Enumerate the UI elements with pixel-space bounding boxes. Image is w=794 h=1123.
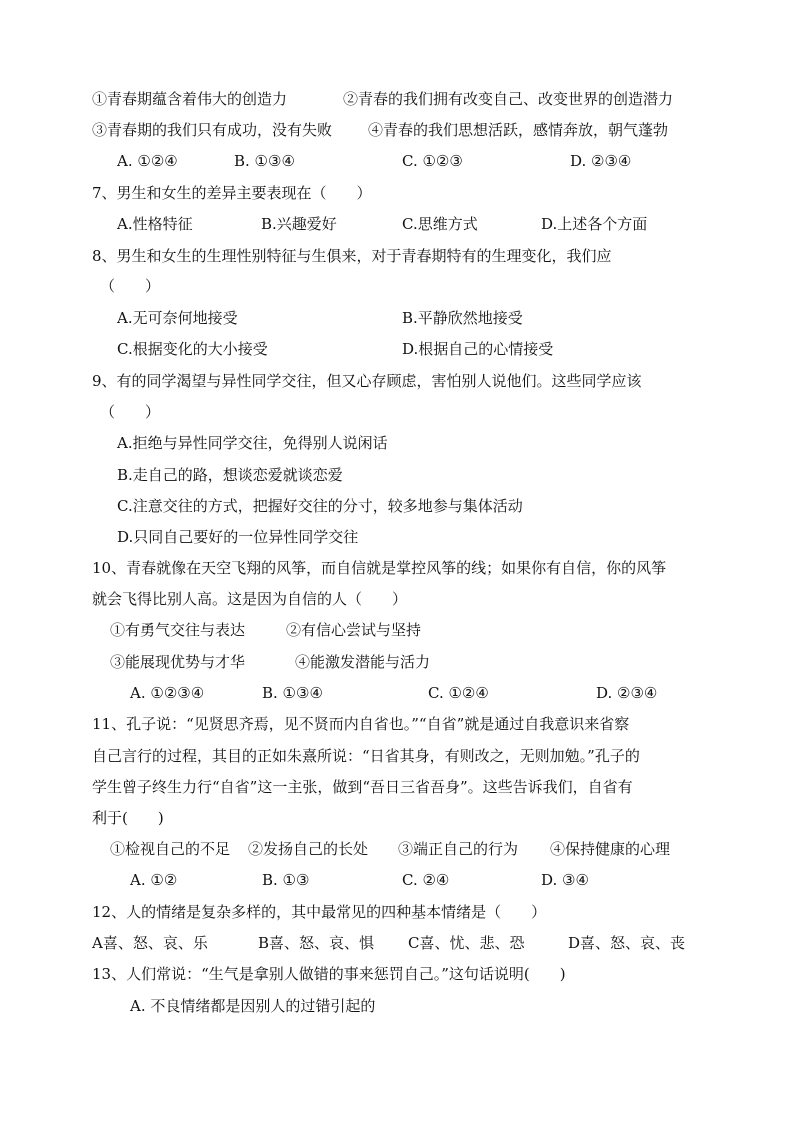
text-line <box>0 432 794 454</box>
text-segment: C. ②④ <box>402 871 450 889</box>
text-segment: D.根据自己的心情接受 <box>402 340 554 358</box>
text-line <box>0 495 794 517</box>
text-line <box>0 213 794 235</box>
text-segment: （ ） <box>100 277 161 295</box>
text-segment: D. ③④ <box>541 871 589 889</box>
text-segment: C. ①②③ <box>402 152 463 170</box>
text-segment: ②发扬自己的长处 <box>248 840 369 858</box>
text-segment: 7、男生和女生的差异主要表现在（ ） <box>92 184 372 202</box>
text-segment: A喜、怒、哀、乐 <box>92 934 208 952</box>
text-line <box>0 838 794 860</box>
text-segment: B.兴趣爱好 <box>261 215 337 233</box>
text-segment: B. ①③④ <box>234 152 295 170</box>
text-line <box>0 776 794 798</box>
text-segment: C喜、忧、悲、恐 <box>408 934 525 952</box>
text-segment: A.拒绝与异性同学交往，免得别人说闲话 <box>117 434 388 452</box>
text-segment: 8、男生和女生的生理性别特征与生俱来，对于青春期特有的生理变化，我们应 <box>92 247 612 265</box>
text-segment: 13、人们常说：“生气是拿别人做错的事来惩罚自己。”这句话说明( ) <box>92 965 566 983</box>
text-segment: B喜、怒、哀、惧 <box>258 934 375 952</box>
text-line <box>0 995 794 1017</box>
text-line <box>0 682 794 704</box>
text-segment: C. ①②④ <box>428 684 489 702</box>
text-line <box>0 119 794 141</box>
text-segment: A.无可奈何地接受 <box>117 309 238 327</box>
text-segment: B. ①③ <box>262 871 310 889</box>
text-segment: ①有勇气交往与表达 <box>110 621 246 639</box>
text-line <box>0 245 794 267</box>
text-segment: 12、人的情绪是复杂多样的，其中最常见的四种基本情绪是（ ） <box>92 903 547 921</box>
text-line <box>0 619 794 641</box>
text-line <box>0 713 794 735</box>
text-line <box>0 807 794 829</box>
text-segment: 学生曾子终生力行“自省”这一主张，做到“吾日三省吾身”。这些告诉我们，自省有 <box>92 778 633 796</box>
text-segment: 利于( ) <box>92 809 164 827</box>
text-segment: ④能激发潜能与活力 <box>295 653 431 671</box>
text-line <box>0 338 794 360</box>
text-segment: A. ①②③④ <box>130 684 205 702</box>
text-segment: D.只同自己要好的一位异性同学交往 <box>117 528 359 546</box>
text-line <box>0 932 794 954</box>
text-segment: D. ②③④ <box>596 684 658 702</box>
text-line <box>0 526 794 548</box>
text-segment: ③能展现优势与才华 <box>110 653 246 671</box>
text-segment: 9、有的同学渴望与异性同学交往，但又心存顾虑，害怕别人说他们。这些同学应该 <box>92 372 642 390</box>
text-segment: C.注意交往的方式，把握好交往的分寸，较多地参与集体活动 <box>117 497 523 515</box>
text-line <box>0 464 794 486</box>
text-segment: A. ①② <box>130 871 178 889</box>
text-line <box>0 588 794 610</box>
text-line <box>0 150 794 172</box>
text-segment: 自己言行的过程，其目的正如朱熹所说：“日省其身，有则改之，无则加勉。”孔子的 <box>92 747 640 765</box>
text-segment: D.上述各个方面 <box>541 215 648 233</box>
text-line <box>0 370 794 392</box>
text-segment: C.思维方式 <box>402 215 478 233</box>
text-segment: B. ①③④ <box>262 684 323 702</box>
text-line <box>0 182 794 204</box>
text-line <box>0 275 794 297</box>
text-segment: ①青春期蕴含着伟大的创造力 <box>92 90 288 108</box>
text-line <box>0 307 794 329</box>
text-segment: ②有信心尝试与坚持 <box>286 621 422 639</box>
text-segment: （ ） <box>100 403 161 421</box>
text-line <box>0 651 794 673</box>
text-segment: A.性格特征 <box>117 215 193 233</box>
text-segment: ①检视自己的不足 <box>110 840 231 858</box>
text-segment: ④保持健康的心理 <box>550 840 671 858</box>
text-segment: 就会飞得比别人高。这是因为自信的人（ ） <box>92 590 408 608</box>
text-line <box>0 401 794 423</box>
text-segment: 11、孔子说：“见贤思齐焉，见不贤而内自省也。”“自省”就是通过自我意识来省察 <box>92 715 630 733</box>
text-segment: ③青春期的我们只有成功，没有失败 <box>92 121 333 139</box>
text-segment: A. ①②④ <box>117 152 178 170</box>
text-segment: ③端正自己的行为 <box>398 840 519 858</box>
text-line <box>0 557 794 579</box>
text-segment: C.根据变化的大小接受 <box>117 340 268 358</box>
text-segment: D喜、怒、哀、丧 <box>568 934 686 952</box>
text-segment: B.平静欣然地接受 <box>402 309 523 327</box>
text-line <box>0 901 794 923</box>
text-segment: 10、青春就像在天空飞翔的风筝，而自信就是掌控风筝的线；如果你有自信，你的风筝 <box>92 559 667 577</box>
text-segment: ④青春的我们思想活跃，感情奔放，朝气蓬勃 <box>368 121 669 139</box>
text-segment: D. ②③④ <box>570 152 632 170</box>
text-line <box>0 869 794 891</box>
text-segment: ②青春的我们拥有改变自己、改变世界的创造潜力 <box>343 90 674 108</box>
text-line <box>0 88 794 110</box>
text-line <box>0 745 794 767</box>
text-segment: A. 不良情绪都是因别人的过错引起的 <box>130 997 376 1015</box>
text-line <box>0 963 794 985</box>
text-segment: B.走自己的路，想谈恋爱就谈恋爱 <box>117 466 343 484</box>
